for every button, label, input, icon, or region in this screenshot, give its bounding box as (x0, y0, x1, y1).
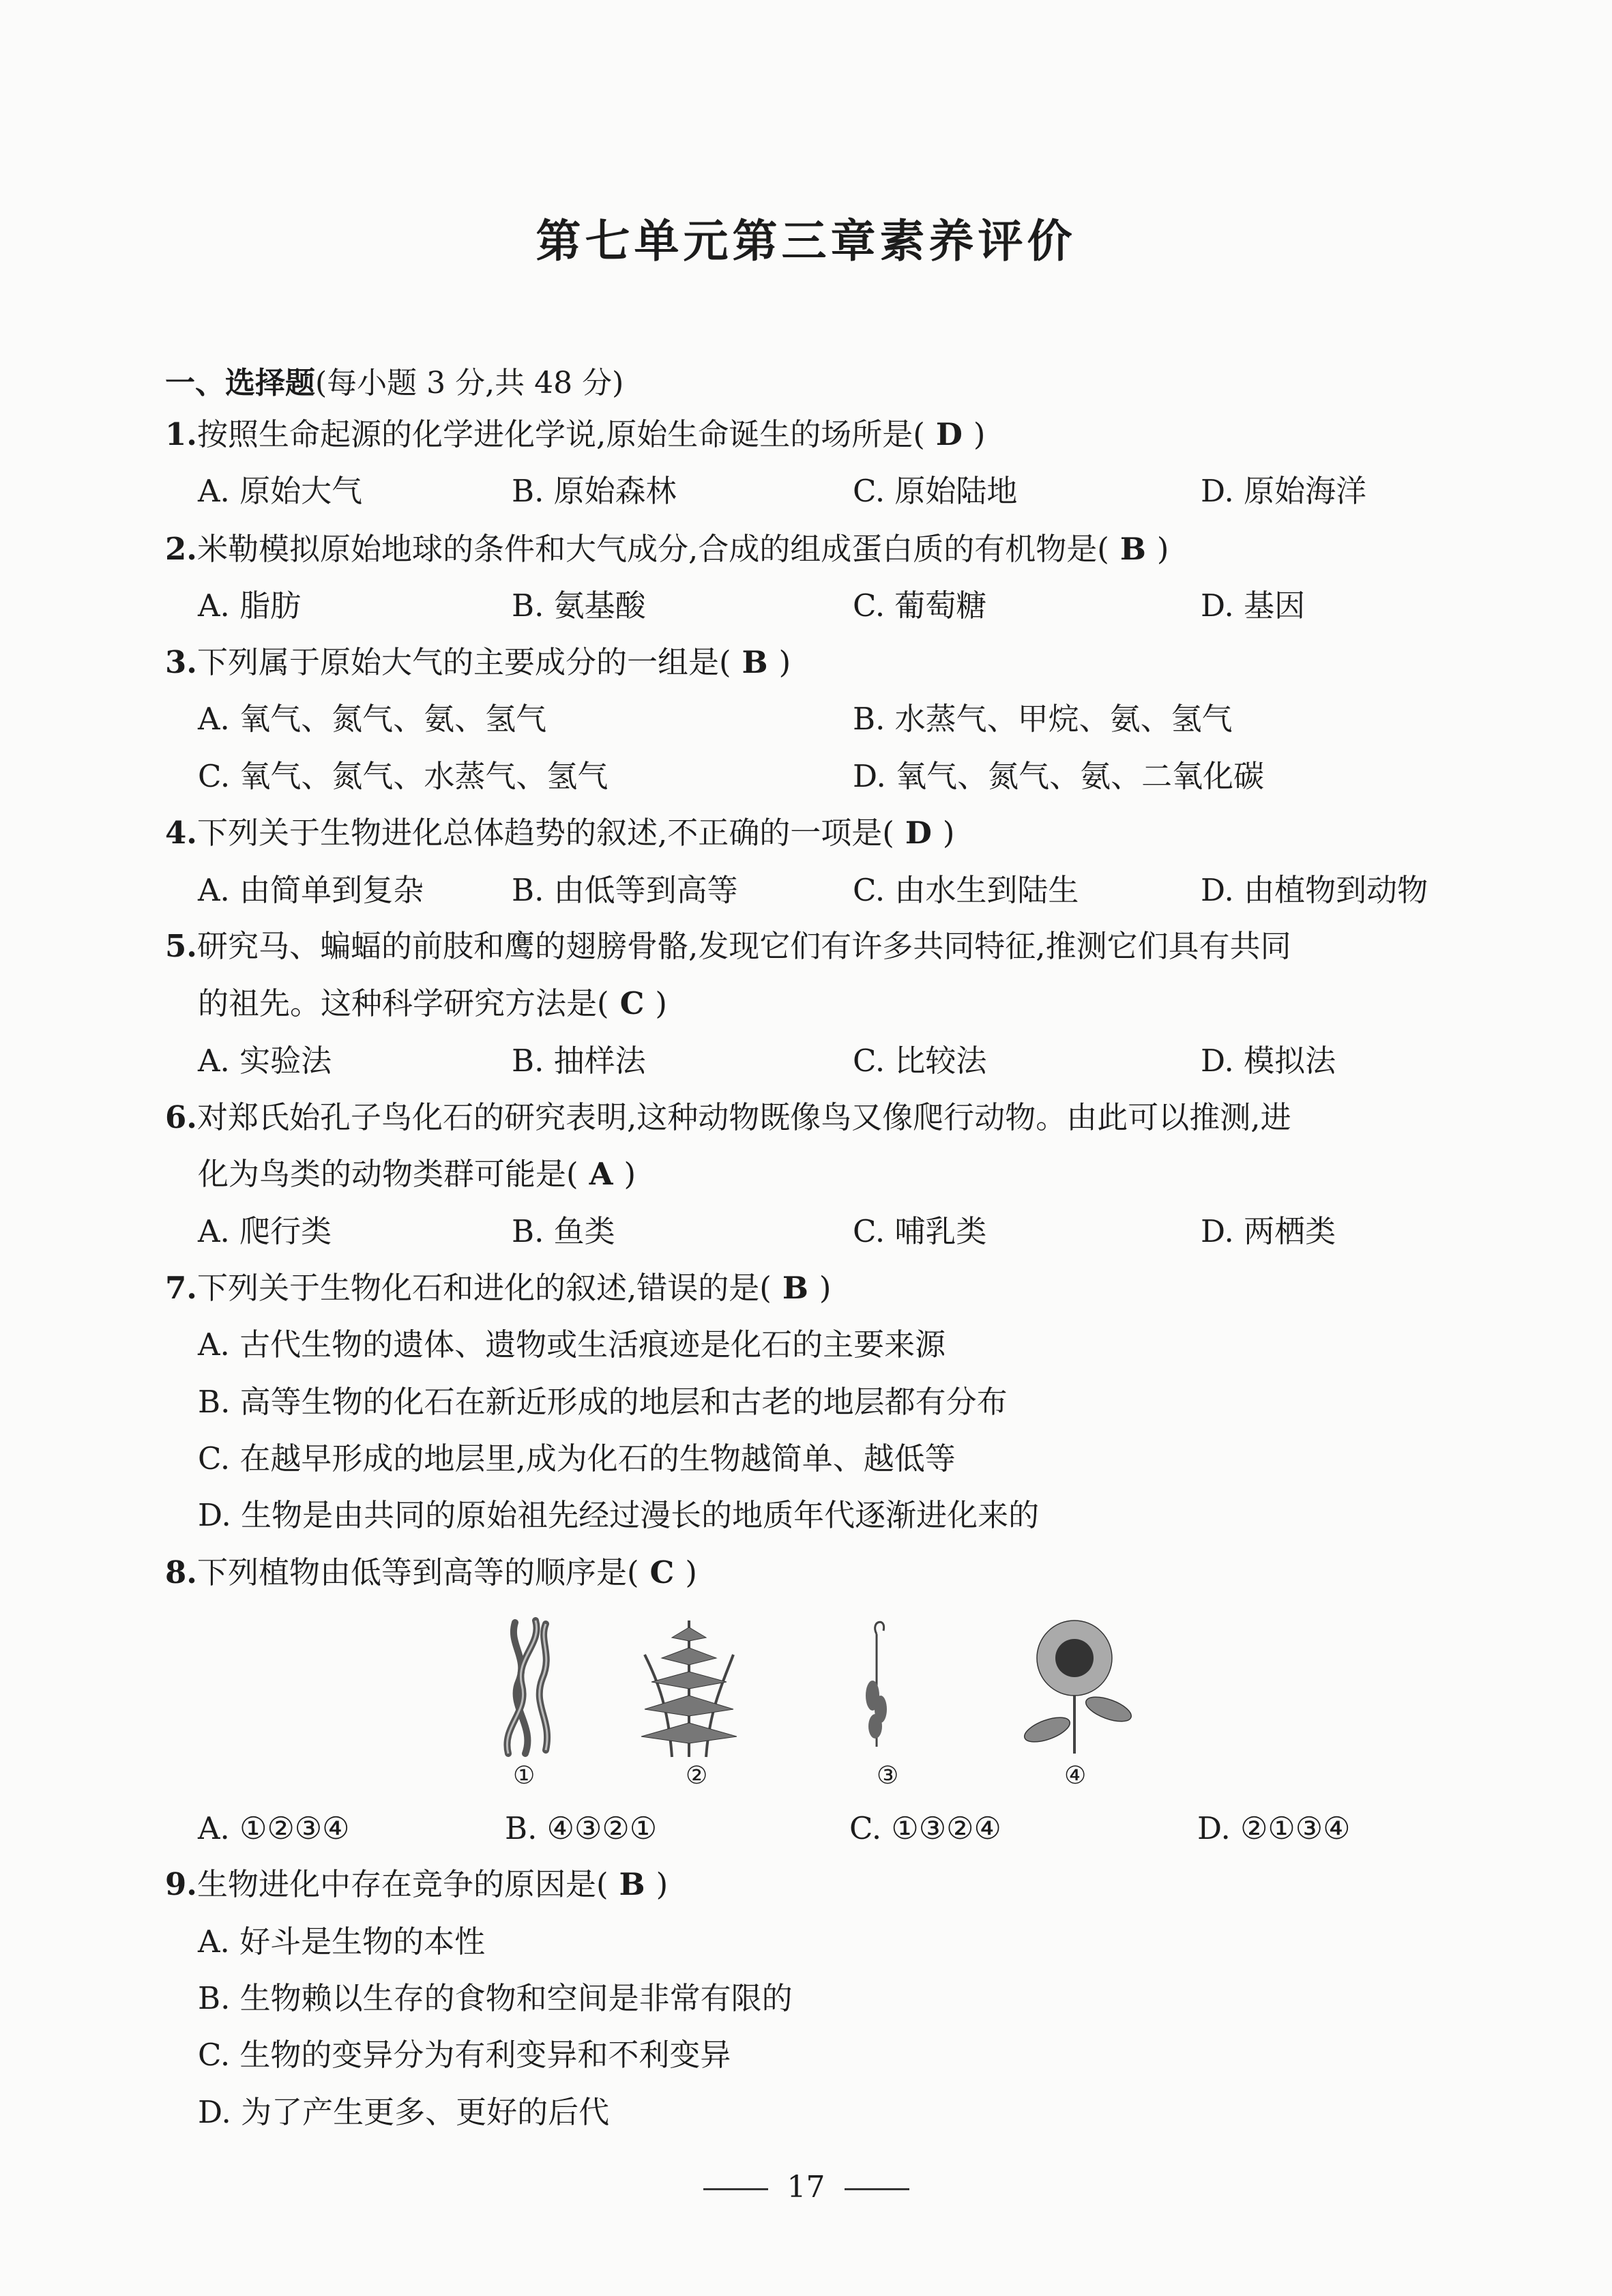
option: A. 由简单到复杂 (198, 872, 424, 908)
moss-plant-image (856, 1614, 897, 1750)
option: C. 氧气、氮气、水蒸气、氢气 (198, 758, 609, 794)
answer: D (905, 815, 932, 851)
option: C. 生物的变异分为有利变异和不利变异 (198, 2037, 731, 2073)
option: C. 在越早形成的地层里,成为化石的生物越简单、越低等 (198, 1440, 956, 1477)
option: B. 原始森林 (512, 473, 677, 509)
option: D. 两栖类 (1201, 1213, 1336, 1249)
option: D. 原始海洋 (1201, 473, 1367, 509)
option: C. 原始陆地 (853, 473, 1018, 509)
option: C. 哺乳类 (853, 1213, 987, 1249)
option: A. 好斗是生物的本性 (198, 1923, 486, 1960)
answer: D (935, 416, 963, 452)
algae-plant-image (488, 1617, 570, 1760)
page-footer (0, 2170, 1612, 2205)
sunflower-plant-image (1016, 1617, 1139, 1764)
option: D. ②①③④ (1197, 1810, 1351, 1846)
footer-rule-left (703, 2188, 768, 2190)
question-9: 9.生物进化中存在竞争的原因是( B ) (165, 1866, 669, 1902)
figure-label: ④ (1064, 1762, 1087, 1790)
option: B. 生物赖以生存的食物和空间是非常有限的 (198, 1980, 793, 2016)
figure-label: ② (686, 1762, 708, 1790)
section-note: (每小题 3 分,共 48 分) (315, 366, 624, 401)
option: C. 由水生到陆生 (853, 872, 1079, 908)
fern-plant-image (631, 1614, 747, 1760)
option: B. 氨基酸 (512, 587, 646, 624)
option: A. 原始大气 (198, 473, 363, 509)
question-3: 3.下列属于原始大气的主要成分的一组是( B ) (165, 644, 791, 680)
option: D. 基因 (1201, 587, 1306, 624)
question-2: 2.米勒模拟原始地球的条件和大气成分,合成的组成蛋白质的有机物是( B ) (165, 531, 1169, 567)
option: A. 氧气、氮气、氨、氢气 (198, 701, 547, 737)
option: C. ①③②④ (849, 1810, 1001, 1846)
option: B. 由低等到高等 (512, 872, 738, 908)
option: D. 氧气、氮气、氨、二氧化碳 (853, 758, 1265, 794)
answer: B (619, 1866, 645, 1902)
option: B. ④③②① (505, 1810, 658, 1846)
question-8: 8.下列植物由低等到高等的顺序是( C ) (165, 1554, 697, 1590)
option: B. 鱼类 (512, 1213, 615, 1249)
option: B. 抽样法 (512, 1043, 646, 1079)
section-heading (165, 358, 624, 402)
section-label: 一、选择题 (165, 366, 315, 401)
option: D. 生物是由共同的原始祖先经过漫长的地质年代逐渐进化来的 (198, 1497, 1040, 1533)
option: C. 比较法 (853, 1043, 987, 1079)
answer: A (589, 1156, 613, 1192)
option: D. 由植物到动物 (1201, 872, 1428, 908)
question-4: 4.下列关于生物进化总体趋势的叙述,不正确的一项是( D ) (165, 815, 955, 851)
question-5-line-2: 的祖先。这种科学研究方法是( C ) (198, 985, 667, 1021)
option: B. 水蒸气、甲烷、氨、氢气 (853, 701, 1233, 737)
option: A. 脂肪 (198, 587, 302, 624)
option: D. 模拟法 (1201, 1043, 1336, 1079)
option: A. 实验法 (198, 1043, 332, 1079)
answer: C (649, 1554, 675, 1590)
answer: C (619, 985, 645, 1021)
option: B. 高等生物的化石在新近形成的地层和古老的地层都有分布 (198, 1384, 1008, 1420)
answer: B (1119, 531, 1146, 567)
question-5: 5.研究马、蝙蝠的前肢和鹰的翅膀骨骼,发现它们有许多共同特征,推测它们具有共同 (165, 928, 1291, 964)
question-7: 7.下列关于生物化石和进化的叙述,错误的是( B ) (165, 1270, 832, 1306)
answer: B (782, 1270, 808, 1306)
question-6: 6.对郑氏始孔子鸟化石的研究表明,这种动物既像鸟又像爬行动物。由此可以推测,进 (165, 1099, 1291, 1135)
option: A. 爬行类 (198, 1213, 332, 1249)
page-title: 第七单元第三章素养评价 (536, 215, 1076, 267)
option: D. 为了产生更多、更好的后代 (198, 2094, 610, 2130)
option: C. 葡萄糖 (853, 587, 987, 624)
question-1: 1.按照生命起源的化学进化学说,原始生命诞生的场所是( D ) (165, 416, 986, 452)
question-6-line-2: 化为鸟类的动物类群可能是( A ) (198, 1156, 636, 1192)
answer: B (742, 644, 768, 680)
figure-label: ① (513, 1762, 536, 1790)
option: A. 古代生物的遗体、遗物或生活痕迹是化石的主要来源 (198, 1326, 946, 1363)
option: A. ①②③④ (198, 1810, 350, 1846)
page-number: 17 (787, 2170, 825, 2205)
figure-label: ③ (877, 1762, 899, 1790)
footer-rule-right (845, 2188, 909, 2190)
